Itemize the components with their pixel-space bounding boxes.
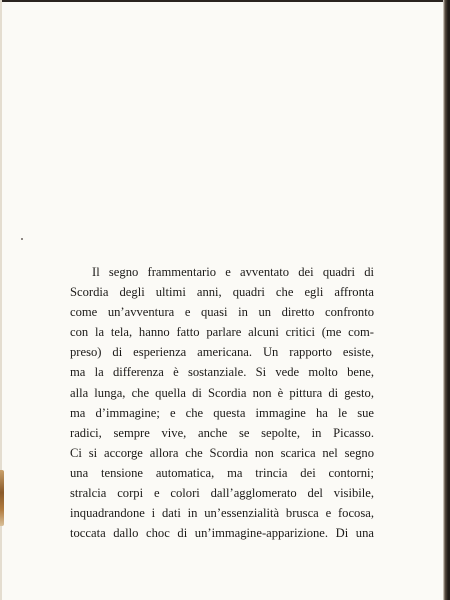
paper-speck	[21, 238, 23, 240]
text-line: ma la differenza è sostanziale. Si vede molto bene,	[70, 365, 374, 380]
text-line: Scordia degli ultimi anni, quadri che egli affronta	[70, 285, 374, 300]
text-line: stralcia corpi e colori dall’agglomerato del visibile,	[70, 486, 374, 501]
text-line: una tensione automatica, ma trincia dei contorni;	[70, 465, 374, 480]
text-line: ma d’immagine; e che questa immagine ha le sue	[70, 405, 374, 420]
text-line: inquadrandone i dati in un’essenzialità brusca e focosa,	[70, 506, 374, 521]
text-line: come un’avventura e quasi in un diretto confronto	[70, 305, 374, 320]
text-line: Ci si accorge allora che Scordia non scarica nel segno	[70, 445, 374, 460]
text-line: alla lunga, che quella di Scordia non è pittura di gesto,	[70, 385, 374, 400]
scan-border-top	[0, 0, 450, 2]
text-line: Il segno frammentario e avventato dei quadri di	[92, 265, 374, 279]
text-line: radici, sempre vive, anche se sepolte, in Picasso.	[70, 425, 374, 440]
paper-stain	[0, 470, 4, 526]
text-line: preso) di esperienza americana. Un rapporto esiste,	[70, 345, 374, 360]
body-paragraph	[70, 262, 374, 543]
text-line: toccata dallo choc di un’immagine-apparizione. Di una	[70, 526, 374, 541]
scan-border-right	[443, 0, 450, 600]
text-line: con la tela, hanno fatto parlare alcuni critici (me com-	[70, 325, 374, 340]
